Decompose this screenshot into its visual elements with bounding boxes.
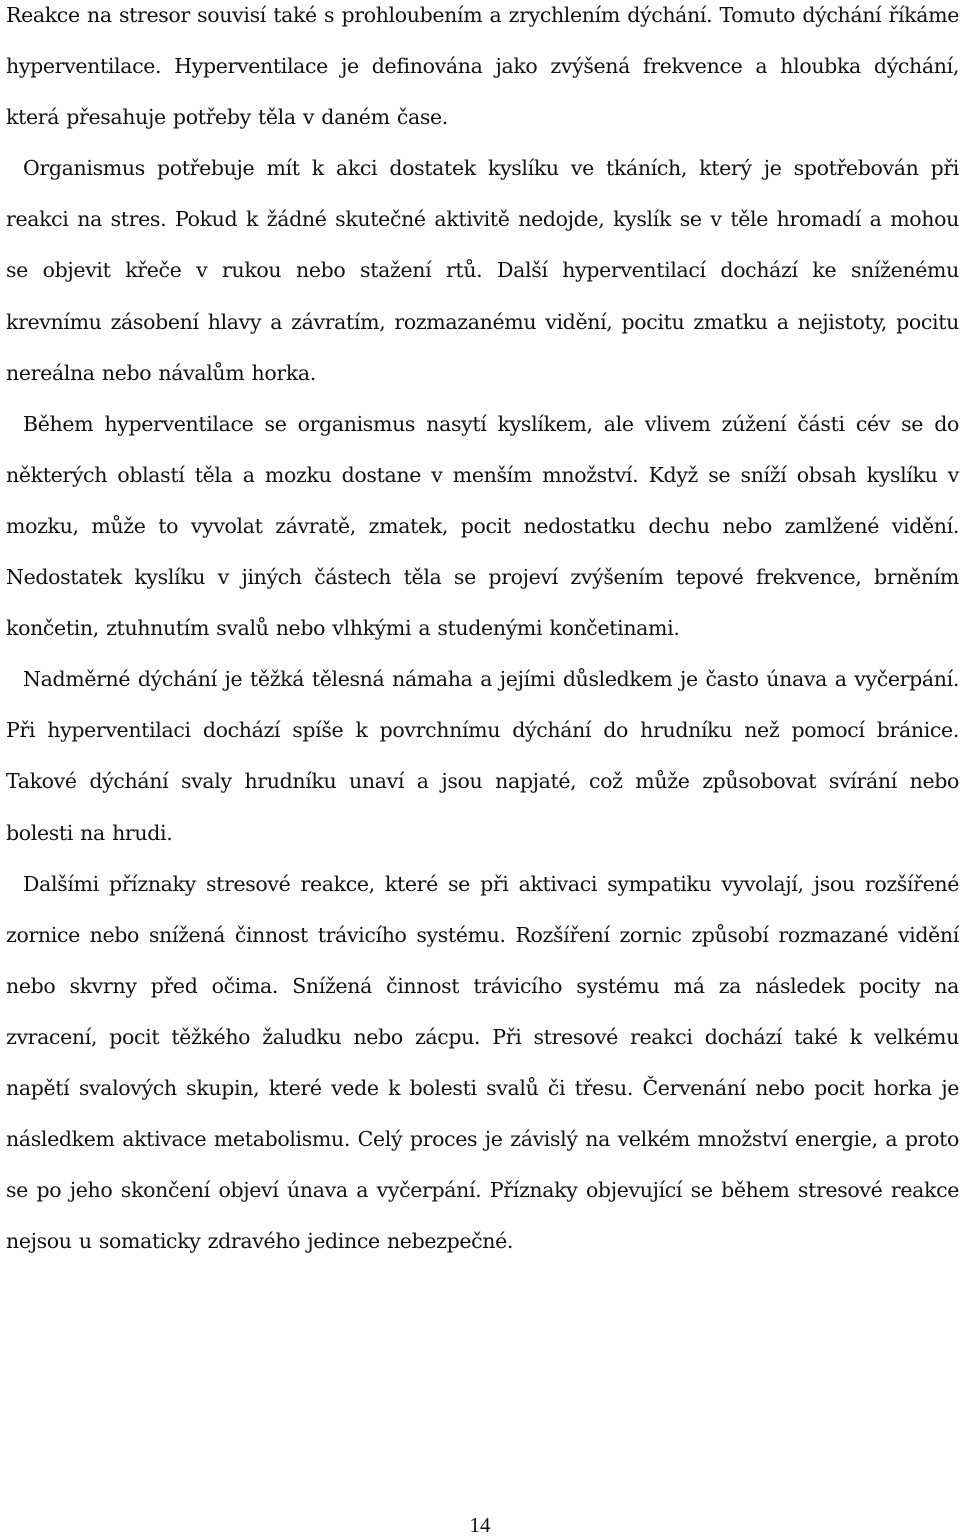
- page-number: 14: [469, 1513, 491, 1537]
- line: obsah kyslíku v mozku, může to vyvolat závratě, zmatek, pocit nedostatku dechu: [6, 462, 959, 538]
- line: končetinami.: [549, 616, 680, 641]
- line: Během hyperventilace se organismus nasytí kyslíkem, ale vlivem zúžení části cév: [23, 411, 890, 436]
- paragraph-3: [6, 399, 959, 654]
- line: vyčerpání. Při hyperventilaci dochází spíše k povrchnímu dýchání do hrudníku než: [6, 667, 959, 743]
- line: a mohou se objevit křeče v rukou nebo stažení rtů. Další hyperventilací dochází ke: [6, 207, 959, 283]
- line: pomocí bránice. Takové dýchání svaly hrudníku unaví a jsou napjaté, což může: [6, 718, 959, 794]
- document-body: [6, 0, 959, 1267]
- line: Dalšími příznaky stresové reakce, které se při aktivaci sympatiku vyvolají, jsou: [23, 871, 855, 896]
- line: závislý na velkém množství energie, a proto se po jeho skončení objeví únava a: [6, 1127, 959, 1203]
- paragraph-2: [6, 143, 959, 398]
- line: vyčerpání. Příznaky objevující se během stresové reakce nejsou u somaticky: [6, 1178, 960, 1254]
- line: dýchání říkáme hyperventilace. Hyperventilace je definována jako zvýšená frekvence: [6, 3, 959, 79]
- line: Reakce na stresor souvisí také s prohloubením a zrychlením dýchání. Tomuto: [6, 3, 796, 27]
- line: nebo zamlžené vidění. Nedostatek kyslíku v jiných částech těla se projeví zvýšením: [6, 513, 960, 590]
- line: se do některých oblastí těla a mozku dostane v menším množství. Když se sníží: [6, 411, 959, 487]
- line: Nadměrné dýchání je těžká tělesná námaha a jejími důsledkem je často únava a: [23, 667, 847, 692]
- paragraph-4: [6, 654, 959, 858]
- line: zmatku a nejistoty, pocitu nereálna nebo návalům horka.: [6, 309, 959, 385]
- paragraph-5: [6, 859, 959, 1268]
- line: Červenání nebo pocit horka je následkem aktivace metabolismu. Celý proces je: [6, 1075, 960, 1152]
- line: rozmazané vidění nebo skvrny před očima. Snížená činnost trávicího systému má za: [6, 922, 959, 998]
- line: zdravého jedince nebezpečné.: [207, 1229, 514, 1254]
- line: Organismus potřebuje mít k akci dostatek kyslíku ve tkáních, který je spotřebován: [23, 156, 919, 181]
- line: a hloubka dýchání, která přesahuje potřeby těla v daném čase.: [6, 54, 960, 130]
- line: způsobovat svírání nebo bolesti na hrudi.: [6, 769, 960, 845]
- line: rozšířené zornice nebo snížená činnost trávicího systému. Rozšíření zornic způsobí: [6, 871, 960, 947]
- line: dochází také k velkému napětí svalových skupin, které vede k bolesti svalů či třesu.: [6, 1024, 959, 1100]
- line: sníženému krevnímu zásobení hlavy a závratím, rozmazanému vidění, pocitu: [6, 258, 959, 334]
- line: následek pocity na zvracení, pocit těžkého žaludku nebo zácpu. Při stresové reakci: [6, 973, 959, 1049]
- line: při reakci na stres. Pokud k žádné skutečné aktivitě nedojde, kyslík se v těle hromadí: [6, 156, 959, 232]
- line: tepové frekvence, brněním končetin, ztuhnutím svalů nebo vlhkými a studenými: [6, 565, 959, 641]
- paragraph-1: [6, 0, 959, 143]
